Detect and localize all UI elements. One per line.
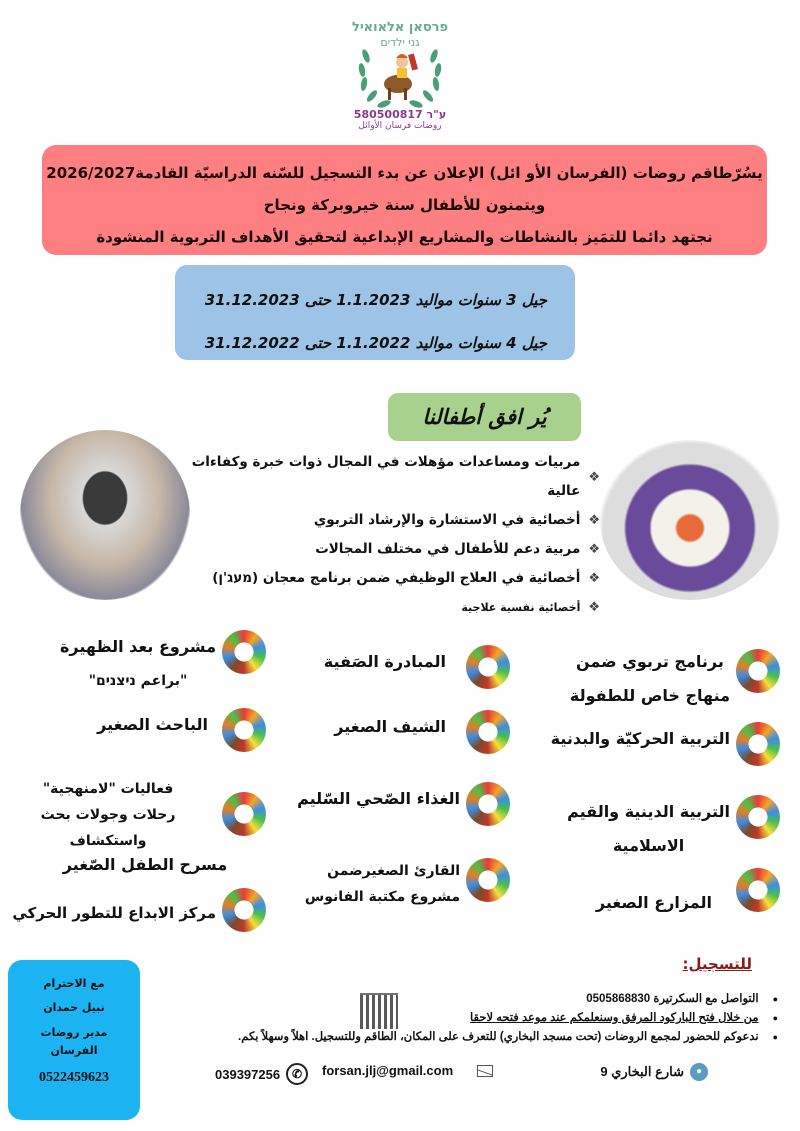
registration-item: ● التواصل مع السكرتيرة 0505868830 xyxy=(138,990,778,1009)
age-group-3: جيل 3 سنوات مواليد 1.1.2023 حتى 31.12.2023 xyxy=(204,291,547,309)
program-item: مشروع بعد الظهيرة "براعم ניצנים" xyxy=(60,630,266,698)
program-item: التربية الدينية والقيم الاسلامية xyxy=(567,795,780,863)
donut-bullet-icon xyxy=(222,888,266,932)
program-item: مركز الابداع للتطور الحركي xyxy=(12,888,266,932)
signature-name: نبيل حمدان xyxy=(43,1001,105,1014)
location-pin-icon: ● xyxy=(690,1063,708,1081)
benefits-list xyxy=(160,448,600,622)
announcement-line-1: يسُرّطاقم روضات (الفرسان الأو ائل) الإعلان عن بدء التسجيل للسّنه الدراسيّة القادمة2026/2027 xyxy=(46,164,763,182)
logo xyxy=(330,8,470,130)
donut-bullet-icon xyxy=(736,649,780,693)
signature-box xyxy=(8,960,140,1120)
donut-bullet-icon xyxy=(466,858,510,902)
donut-bullet-icon xyxy=(222,708,266,752)
diamond-bullet-icon: ❖ xyxy=(588,571,600,586)
program-item: الغذاء الصّحي السّليم xyxy=(297,782,510,826)
benefit-item: ❖ أخصائية في العلاج الوظيفي ضمن برنامج معجان (מעג'ן) xyxy=(160,564,600,593)
phone-icon: ✆ xyxy=(286,1063,308,1085)
program-item: الباحث الصغير xyxy=(97,708,266,752)
logo-arabic-name: روضات فرسان الأوائل xyxy=(358,121,442,131)
envelope-icon xyxy=(477,1065,493,1077)
registration-list xyxy=(138,990,778,1047)
registration-title: للتسجيل: xyxy=(682,955,752,973)
contact-address: ● شارع البخاري 9 xyxy=(600,1063,708,1081)
benefit-item: ❖ أخصائية نفسية علاجية xyxy=(160,593,600,622)
donut-bullet-icon xyxy=(736,868,780,912)
signature-greeting: مع الاحترام xyxy=(43,977,105,990)
benefit-item: ❖ مربيات ومساعدات مؤهلات في المجال ذوات خبرة وكفاءات عالية xyxy=(191,454,600,499)
section-title: يُر افق أطفالنا xyxy=(388,393,581,441)
benefit-item: ❖ مربية دعم للأطفال في مختلف المجالات xyxy=(160,535,600,564)
signature-title-2: الفرسان xyxy=(50,1044,98,1057)
logo-hebrew-subtitle: גני ילדים xyxy=(380,36,420,49)
program-item: المزارع الصغير xyxy=(596,868,780,920)
donut-bullet-icon xyxy=(736,722,780,766)
benefit-item: ❖ أخصائية في الاستشارة والإرشاد التربوي xyxy=(160,506,600,535)
donut-bullet-icon xyxy=(222,630,266,674)
registration-item-barcode: ● من خلال فتح الباركود المرفق وسنعلمكم عند موعد فتحه لاحقا xyxy=(138,1009,778,1028)
announcement-line-2: ويتمنون للأطفال سنة خيروبركة ونجاح xyxy=(263,196,546,214)
contact-email[interactable]: forsan.jlj@gmail.com xyxy=(322,1063,493,1078)
contact-phone[interactable]: 039397256 ✆ xyxy=(215,1063,308,1085)
age-groups-box xyxy=(175,265,575,360)
program-item: التربية الحركيّة والبدنية xyxy=(551,722,780,766)
registration-item: ● ندعوكم للحضور لمجمع الروضات (تحت مسجد البخاري) للتعرف على المكان، الطاقم وللتسجيل. اهلاً وسهلاً بكم. xyxy=(138,1028,778,1047)
program-item: برنامج تربوي ضمن منهاج خاص للطفولة xyxy=(570,645,780,713)
bullet-icon: ● xyxy=(772,994,778,1004)
donut-bullet-icon xyxy=(466,782,510,826)
announcement-line-3: نجتهد دائما للتمَيز بالنشاطات والمشاريع الإبداعية لتحقيق الأهداف التربوية المنشودة xyxy=(96,228,713,246)
diamond-bullet-icon: ❖ xyxy=(588,542,600,557)
diamond-bullet-icon: ❖ xyxy=(588,513,600,528)
announcement-banner xyxy=(42,145,767,255)
signature-phone: 0522459623 xyxy=(39,1070,109,1085)
age-group-4: جيل 4 سنوات مواليد 1.1.2022 حتى 31.12.2022 xyxy=(204,334,547,352)
donut-bullet-icon xyxy=(222,792,266,836)
chef-kids-photo xyxy=(600,440,780,600)
diamond-bullet-icon: ❖ xyxy=(588,600,600,615)
bullet-icon: ● xyxy=(772,1013,778,1023)
diamond-bullet-icon: ❖ xyxy=(588,469,600,485)
program-item: القارئ الصغيرضمن مشروع مكتبة الفانوس xyxy=(305,858,510,910)
program-item-theater: مسرح الطفل الصّغير xyxy=(62,855,228,874)
logo-hebrew-name: פרסאן אלאואיל xyxy=(351,20,449,35)
logo-registration: ע"ר 580500817 xyxy=(353,108,447,121)
signature-title-1: مدير روضات xyxy=(40,1026,108,1039)
program-item: الشيف الصغير xyxy=(334,710,510,754)
donut-bullet-icon xyxy=(466,710,510,754)
bullet-icon: ● xyxy=(772,1032,778,1042)
donut-bullet-icon xyxy=(466,645,510,689)
laurel-horse-icon xyxy=(352,44,448,110)
program-item: المبادرة الصَفية xyxy=(324,645,510,689)
donut-bullet-icon xyxy=(736,795,780,839)
program-item: فعاليات "لامنهجية" رحلات وجولات بحث واستكشاف xyxy=(0,776,266,854)
